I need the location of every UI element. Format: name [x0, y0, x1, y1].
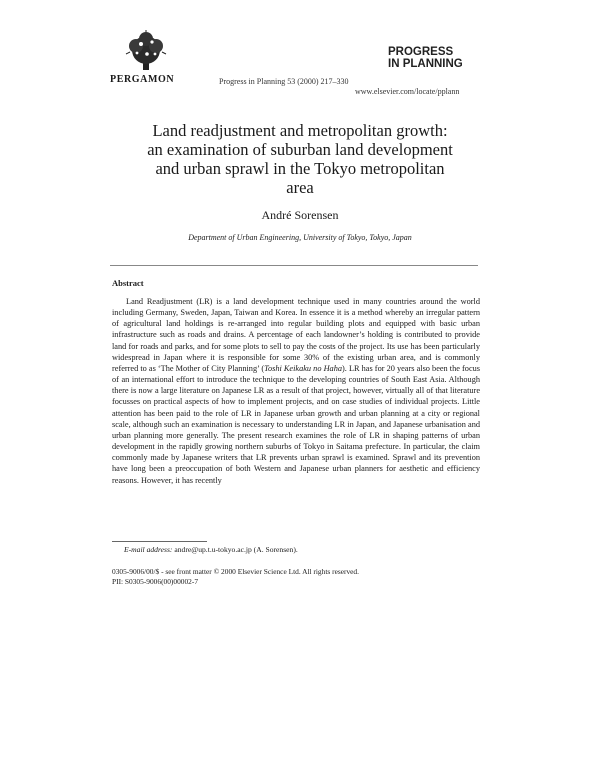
abstract-text-italic: Toshi Keikaku no Haha	[264, 363, 343, 373]
journal-name	[388, 46, 463, 70]
author-email-footnote	[124, 545, 298, 554]
front-matter	[112, 567, 359, 587]
author-name: André Sorensen	[261, 208, 339, 222]
journal-name-line1: PROGRESS	[388, 46, 454, 58]
title-line-3: and urban sprawl in the Tokyo metropolitan	[155, 159, 445, 178]
journal-url[interactable]: www.elsevier.com/locate/pplann	[355, 87, 460, 96]
copyright-line: 0305-9006/00/$ - see front matter © 2000 Elsevier Science Ltd. All rights reserved.	[112, 567, 359, 576]
title-line-4: area	[286, 178, 314, 197]
pii-line: PII: S0305-9006(00)00002-7	[112, 577, 199, 586]
journal-name-line2: IN PLANNING	[388, 58, 463, 70]
email-label: E-mail address:	[124, 545, 173, 554]
abstract-body	[112, 296, 480, 486]
pergamon-logo-icon	[116, 30, 176, 72]
publisher-name: PERGAMON	[110, 74, 175, 85]
journal-citation: Progress in Planning 53 (2000) 217–330	[219, 77, 349, 86]
abstract-heading: Abstract	[112, 278, 144, 288]
email-value[interactable]: andre@up.t.u-tokyo.ac.jp (A. Sorensen).	[174, 545, 298, 554]
abstract-text-part1: Land Readjustment (LR) is a land development technique used in many countries around the world including Germany, Sweden, Japan, Taiwan and Korea. In essence it is a method whereby an irregular pattern of agricultural land holdings is re-arranged into regular building plots and equipped with basic urban infrastructure such as roads and drains. A percentage of each landowner’s holding is contributed to provide land for roads and parks, and for some plots to sell to pay the costs of the project. Its use has been particularly widespread in Japan where it is responsible for some 30% of the existing urban area, and is commonly referred to as ‘The Mother of City Planning’ (	[112, 297, 480, 373]
title-line-1: Land readjustment and metropolitan growth:	[152, 121, 448, 140]
abstract-divider	[110, 265, 478, 266]
title-line-2: an examination of suburban land development	[147, 140, 453, 159]
footnote-divider	[112, 541, 207, 542]
author-affiliation: Department of Urban Engineering, University of Tokyo, Tokyo, Japan	[188, 233, 412, 242]
abstract-text-part3: ). LR has for 20 years also been the focus of an international effort to introduce the technique to the developing countries of South East Asia. Although there is now a large literature on Japanese LR as a result of that project, however, virtually all of that literature focusses on practical aspects of how to implement projects, and on case studies of individual projects. Little attention has been paid to the role of LR in Japanese urban growth and urban planning at a city or regional scale, although such an examination is necessary to understanding LR in Japan, and Japanese urbanisation and urban planning more generally. The present research examines the role of LR in shaping patterns of urban development in the rapidly growing northern suburbs of Tokyo in Saitama prefecture. In particular, the claim commonly made by Japanese writers that LR prevents urban sprawl is examined. Sprawl and its prevention have long been a preoccupation of both Western and Japanese urban planners for aesthetic and efficiency reasons. However, it has recently	[112, 363, 481, 485]
article-title	[100, 121, 500, 197]
